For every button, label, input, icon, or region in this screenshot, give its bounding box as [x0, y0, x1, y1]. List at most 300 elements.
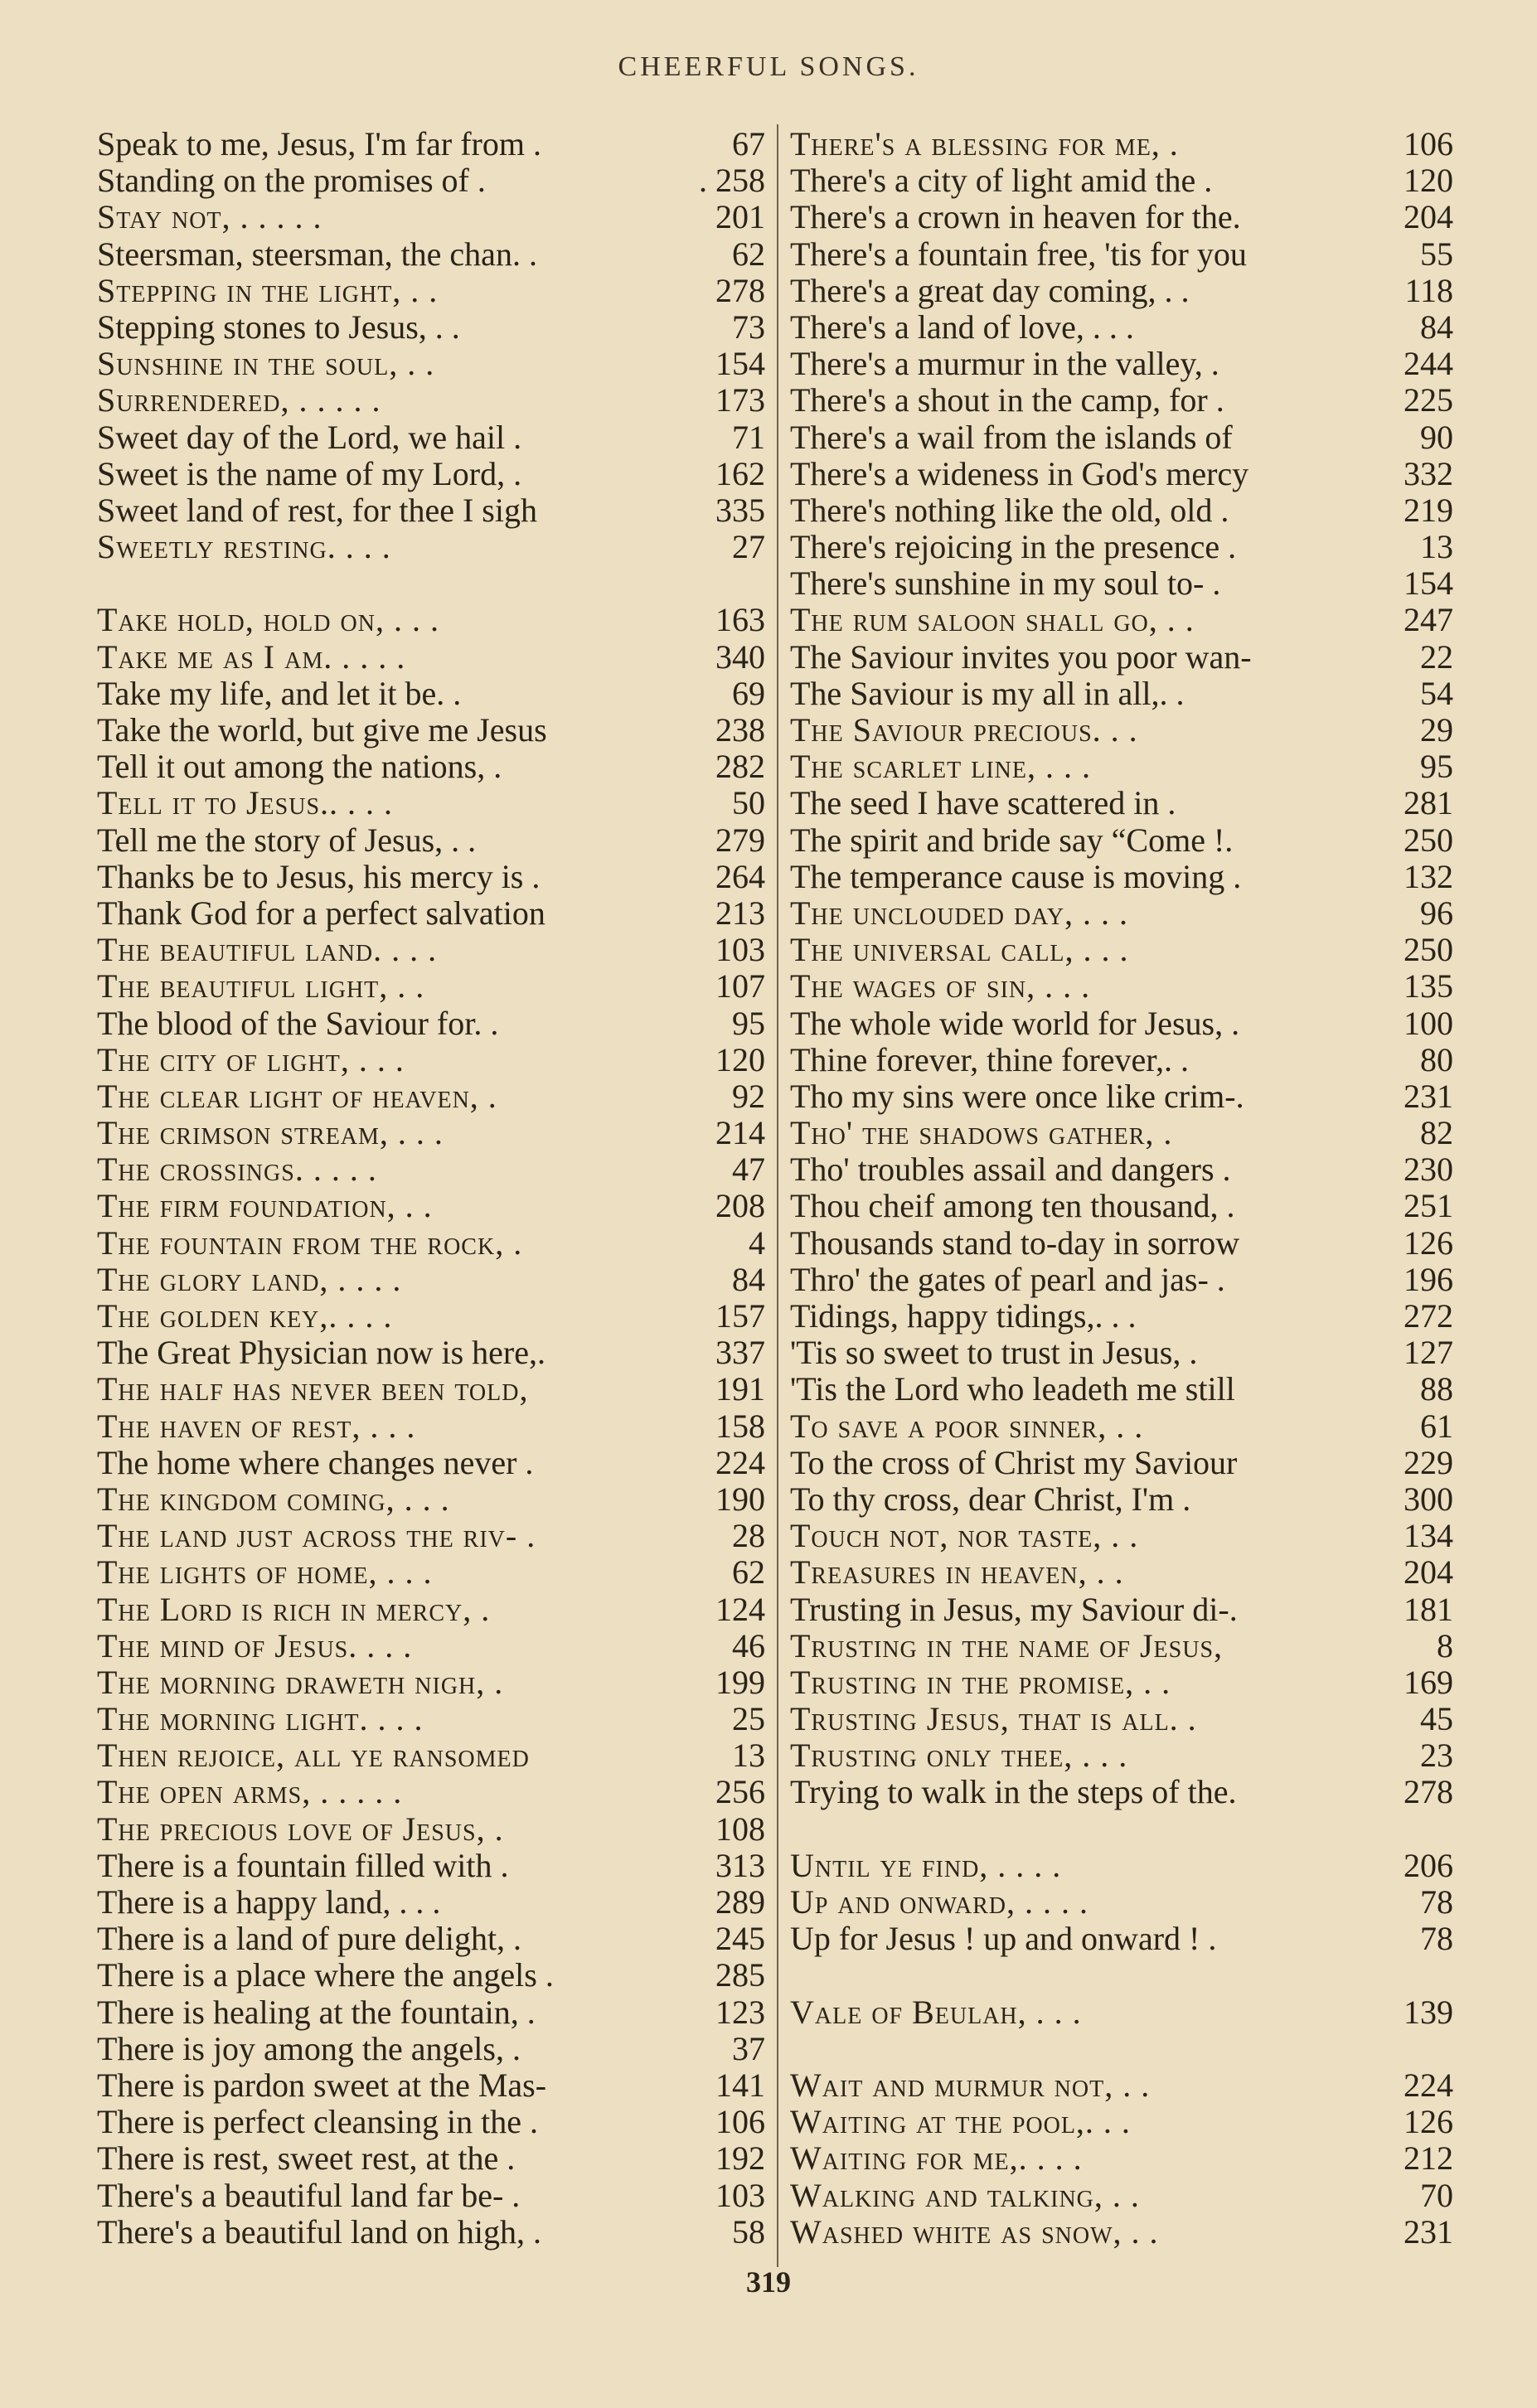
entry-title: Up for Jesus ! up and onward ! .: [790, 1921, 1217, 1958]
index-entry: [97, 749, 765, 785]
entry-title: Washed white as snow, . .: [790, 2213, 1159, 2251]
entry-page-number: 190: [715, 1480, 765, 1518]
entry-page-number: 126: [1404, 2103, 1453, 2141]
entry-title: There's a beautiful land on high, .: [97, 2213, 541, 2251]
entry-page-number: 219: [1404, 491, 1453, 529]
entry-title: Until ye find, . . . .: [790, 1847, 1062, 1884]
entry-title: There's a fountain free, 'tis for you: [790, 235, 1247, 273]
entry-page-number: 13: [732, 1737, 765, 1775]
entry-title: The precious love of Jesus, .: [97, 1810, 504, 1848]
section-gap: [97, 565, 765, 602]
entry-title: Sweet is the name of my Lord, .: [97, 455, 522, 492]
index-entry: [790, 712, 1453, 749]
entry-page-number: 181: [1404, 1590, 1453, 1628]
entry-page-number: 78: [1420, 1920, 1453, 1958]
entry-title: There's a city of light amid the .: [790, 162, 1213, 200]
entry-title: Take the world, but give me Jesus: [97, 712, 547, 749]
entry-page-number: 80: [1420, 1040, 1453, 1078]
entry-title: Sweet land of rest, for thee I sigh: [97, 492, 537, 529]
entry-page-number: 118: [1404, 271, 1453, 309]
index-entry: [790, 1481, 1453, 1518]
entry-page-number: 69: [732, 674, 765, 712]
entry-title: Sweetly resting. . . .: [97, 529, 391, 566]
index-entry: [97, 419, 765, 456]
index-entry: [97, 968, 765, 1005]
column-divider: [777, 124, 778, 2267]
page-number: 319: [746, 2265, 791, 2299]
entry-title: Up and onward, . . . .: [790, 1884, 1089, 1921]
index-entry: [790, 346, 1453, 382]
index-entry: [790, 1371, 1453, 1407]
entry-title: Vale of Beulah, . . .: [790, 1994, 1082, 2031]
entry-page-number: 67: [732, 125, 765, 162]
entry-page-number: 337: [715, 1334, 765, 1372]
index-entry: [97, 236, 765, 273]
entry-page-number: 199: [715, 1663, 765, 1701]
index-entry: [790, 1664, 1453, 1701]
entry-title: Walking and talking, . .: [790, 2177, 1140, 2214]
entry-page-number: 282: [715, 748, 765, 786]
section-gap: [790, 1957, 1453, 1994]
entry-title: Thank God for a perfect salvation: [97, 894, 545, 932]
entry-title: Take my life, and let it be. .: [97, 675, 462, 712]
entry-page-number: 127: [1404, 1334, 1453, 1372]
index-entry: [97, 1188, 765, 1224]
index-entry: [790, 419, 1453, 456]
entry-page-number: 92: [732, 1077, 765, 1115]
entry-page-number: 238: [715, 711, 765, 749]
index-entry: [790, 1151, 1453, 1188]
entry-title: Then rejoice, all ye ransomed: [97, 1737, 530, 1775]
index-entry: [790, 1884, 1453, 1921]
entry-title: Trusting in Jesus, my Saviour di-.: [790, 1591, 1238, 1628]
entry-title: There is a place where the angels .: [97, 1957, 554, 1994]
entry-title: Trusting only thee, . . .: [790, 1737, 1128, 1775]
index-entry: [97, 1005, 765, 1042]
entry-title: There's a great day coming, . .: [790, 272, 1190, 309]
index-entry: [97, 529, 765, 565]
entry-page-number: 27: [732, 528, 765, 566]
entry-title: Wait and murmur not, . .: [790, 2066, 1151, 2104]
entry-page-number: 124: [715, 1590, 765, 1628]
entry-title: The haven of rest, . . .: [97, 1407, 416, 1445]
index-entry: [97, 492, 765, 529]
index-entry: [97, 1371, 765, 1407]
index-entry: [790, 529, 1453, 565]
entry-title: The kingdom coming, . . .: [97, 1480, 450, 1518]
index-entry: [97, 1848, 765, 1884]
entry-title: There's a wideness in God's mercy: [790, 455, 1249, 492]
entry-page-number: 278: [715, 271, 765, 309]
entry-title: The crimson stream, . . .: [97, 1115, 444, 1152]
entry-title: Waiting for me,. . . .: [790, 2140, 1083, 2178]
entry-page-number: 71: [732, 418, 765, 456]
entry-title: The lights of home, . . .: [97, 1554, 433, 1592]
index-entry: [97, 2067, 765, 2104]
entry-page-number: 163: [715, 601, 765, 639]
index-entry: [790, 456, 1453, 492]
index-entry: [97, 1884, 765, 1921]
entry-title: The mind of Jesus. . . .: [97, 1627, 413, 1664]
index-entry: [97, 785, 765, 821]
index-entry: [790, 602, 1453, 638]
index-entry: [97, 1737, 765, 1774]
entry-title: Sunshine in the soul, . .: [97, 346, 435, 383]
entry-page-number: 28: [732, 1517, 765, 1555]
entry-page-number: 192: [715, 2139, 765, 2178]
entry-page-number: 213: [715, 894, 765, 932]
index-entry: [97, 712, 765, 749]
entry-title: The city of light, . . .: [97, 1041, 405, 1078]
entry-page-number: 88: [1420, 1370, 1453, 1408]
index-entry: [97, 2214, 765, 2251]
entry-page-number: 204: [1404, 1553, 1453, 1592]
entry-page-number: 214: [715, 1114, 765, 1152]
entry-title: Trusting in the promise, . .: [790, 1664, 1171, 1701]
index-entry: [97, 2178, 765, 2214]
entry-page-number: 103: [715, 931, 765, 969]
entry-page-number: 230: [1404, 1151, 1453, 1189]
entry-title: Tho' the shadows gather, .: [790, 1115, 1173, 1152]
entry-title: The crossings. . . . .: [97, 1151, 377, 1189]
entry-page-number: 62: [732, 235, 765, 273]
entry-page-number: 62: [732, 1553, 765, 1592]
index-entry: [97, 309, 765, 346]
index-entry: [790, 859, 1453, 895]
entry-title: Take me as I am. . . . .: [97, 638, 406, 676]
entry-title: There is perfect cleansing in the .: [97, 2104, 538, 2141]
entry-title: The whole wide world for Jesus, .: [790, 1005, 1240, 1042]
index-entry: [97, 346, 765, 382]
index-entry: [97, 2104, 765, 2140]
index-entry: [790, 2104, 1453, 2140]
entry-title: To the cross of Christ my Saviour: [790, 1444, 1238, 1481]
index-entry: [97, 639, 765, 676]
entry-title: There's a blessing for me, .: [790, 126, 1179, 162]
entry-page-number: 278: [1404, 1773, 1453, 1811]
index-entry: [790, 1701, 1453, 1737]
entry-page-number: 45: [1420, 1700, 1453, 1738]
entry-title: The universal call, . . .: [790, 932, 1129, 969]
entry-title: There's sunshine in my soul to- .: [790, 565, 1221, 603]
entry-title: Sweet day of the Lord, we hail .: [97, 419, 522, 456]
entry-title: Steersman, steersman, the chan. .: [97, 235, 537, 273]
entry-title: The clear light of heaven, .: [97, 1078, 497, 1115]
entry-title: Waiting at the pool,. . .: [790, 2104, 1131, 2141]
entry-page-number: 139: [1404, 1993, 1453, 2031]
entry-page-number: 231: [1404, 1077, 1453, 1115]
index-entry: [97, 1628, 765, 1664]
entry-page-number: 29: [1420, 711, 1453, 749]
running-header: CHEERFUL SONGS.: [618, 51, 919, 82]
entry-title: Tell me the story of Jesus, . .: [97, 821, 477, 859]
index-entry: [97, 1957, 765, 1994]
index-entry: [790, 932, 1453, 968]
entry-title: There's a shout in the camp, for .: [790, 382, 1224, 419]
index-entry: [97, 1592, 765, 1628]
entry-page-number: 134: [1404, 1517, 1453, 1555]
entry-page-number: 95: [732, 1004, 765, 1042]
index-entry: [790, 749, 1453, 785]
index-column-right: [790, 126, 1453, 2251]
index-entry: [97, 1554, 765, 1591]
index-entry: [97, 2140, 765, 2177]
index-entry: [790, 968, 1453, 1005]
entry-page-number: 123: [715, 1993, 765, 2031]
entry-page-number: 196: [1404, 1260, 1453, 1298]
entry-title: There's rejoicing in the presence .: [790, 529, 1237, 566]
entry-title: Thou cheif among ten thousand, .: [790, 1188, 1235, 1225]
index-entry: [97, 1774, 765, 1810]
entry-title: Thro' the gates of pearl and jas- .: [790, 1261, 1225, 1298]
entry-page-number: 23: [1420, 1737, 1453, 1775]
entry-page-number: 206: [1404, 1846, 1453, 1884]
entry-page-number: 13: [1420, 528, 1453, 566]
index-entry: [97, 1078, 765, 1115]
index-entry: [97, 932, 765, 968]
entry-page-number: 191: [715, 1370, 765, 1408]
index-entry: [790, 1408, 1453, 1445]
entry-page-number: 61: [1420, 1407, 1453, 1445]
index-entry: [790, 126, 1453, 162]
entry-page-number: 247: [1404, 601, 1453, 639]
entry-page-number: 107: [715, 967, 765, 1005]
entry-title: There is rest, sweet rest, at the .: [97, 2140, 516, 2178]
entry-page-number: 212: [1404, 2139, 1453, 2178]
index-entry: [97, 456, 765, 492]
entry-page-number: 106: [715, 2103, 765, 2141]
entry-page-number: 55: [1420, 235, 1453, 273]
index-entry: [790, 1554, 1453, 1591]
entry-title: The Saviour invites you poor wan-: [790, 638, 1252, 676]
entry-page-number: 96: [1420, 894, 1453, 932]
entry-page-number: 332: [1404, 454, 1453, 492]
index-entry: [790, 2178, 1453, 2214]
entry-title: There is joy among the angels, .: [97, 2030, 521, 2067]
entry-title: The Lord is rich in mercy, .: [97, 1591, 491, 1628]
entry-page-number: 120: [1404, 162, 1453, 200]
entry-title: Trusting in the name of Jesus,: [790, 1627, 1224, 1664]
section-gap: [790, 1811, 1453, 1848]
index-entry: [97, 676, 765, 712]
index-entry: [97, 1445, 765, 1481]
entry-title: The home where changes never .: [97, 1444, 534, 1481]
entry-title: Stepping stones to Jesus, . .: [97, 308, 460, 346]
entry-title: There's a murmur in the valley, .: [790, 346, 1219, 383]
index-entry: [790, 1042, 1453, 1078]
entry-page-number: 173: [715, 381, 765, 419]
entry-page-number: 162: [715, 454, 765, 492]
entry-page-number: 8: [1437, 1626, 1453, 1664]
entry-title: There is a land of pure delight, .: [97, 1921, 522, 1958]
entry-title: The seed I have scattered in .: [790, 785, 1176, 822]
entry-title: The open arms, . . . . .: [97, 1774, 403, 1811]
entry-title: The spirit and bride say “Come !.: [790, 821, 1234, 859]
entry-title: Touch not, nor taste, . .: [790, 1518, 1139, 1555]
entry-page-number: . 258: [699, 162, 765, 200]
entry-page-number: 84: [1420, 308, 1453, 346]
entry-title: There is healing at the fountain, .: [97, 1994, 536, 2031]
index-entry: [97, 1811, 765, 1848]
entry-title: To save a poor sinner, . .: [790, 1407, 1144, 1445]
index-entry: [97, 1298, 765, 1335]
entry-page-number: 256: [715, 1773, 765, 1811]
entry-page-number: 78: [1420, 1883, 1453, 1921]
entry-page-number: 281: [1404, 784, 1453, 822]
index-entry: [97, 382, 765, 419]
index-entry: [790, 1592, 1453, 1628]
index-entry: [790, 1298, 1453, 1335]
entry-page-number: 201: [715, 198, 765, 236]
index-entry: [790, 273, 1453, 309]
index-entry: [790, 1518, 1453, 1554]
index-entry: [790, 1005, 1453, 1042]
entry-title: The beautiful land. . . .: [97, 932, 438, 969]
index-entry: [790, 1078, 1453, 1115]
entry-page-number: 4: [749, 1223, 765, 1262]
index-entry: [97, 1921, 765, 1957]
entry-page-number: 300: [1404, 1480, 1453, 1518]
entry-title: Thine forever, thine forever,. .: [790, 1041, 1190, 1078]
index-entry: [790, 2214, 1453, 2251]
entry-title: Take hold, hold on, . . .: [97, 602, 439, 639]
index-entry: [790, 895, 1453, 932]
entry-page-number: 158: [715, 1407, 765, 1445]
index-entry: [97, 1042, 765, 1078]
index-entry: [790, 309, 1453, 346]
entry-page-number: 132: [1404, 857, 1453, 895]
entry-page-number: 141: [715, 2066, 765, 2104]
entry-title: There is a happy land, . . .: [97, 1884, 441, 1921]
entry-title: There is a fountain filled with .: [97, 1847, 509, 1884]
entry-page-number: 46: [732, 1626, 765, 1664]
entry-title: The wages of sin, . . .: [790, 968, 1091, 1005]
index-entry: [97, 1994, 765, 2031]
entry-page-number: 250: [1404, 821, 1453, 859]
entry-title: Thousands stand to-day in sorrow: [790, 1224, 1240, 1262]
index-entry: [97, 1225, 765, 1262]
index-entry: [790, 1188, 1453, 1224]
entry-page-number: 251: [1404, 1187, 1453, 1225]
entry-page-number: 100: [1404, 1004, 1453, 1042]
entry-page-number: 279: [715, 821, 765, 859]
index-entry: [790, 1335, 1453, 1371]
entry-page-number: 244: [1404, 345, 1453, 383]
entry-title: Tell it out among the nations, .: [97, 749, 502, 786]
entry-title: There's a crown in heaven for the.: [790, 199, 1241, 236]
entry-page-number: 95: [1420, 748, 1453, 786]
entry-page-number: 335: [715, 491, 765, 529]
index-entry: [97, 1518, 765, 1554]
entry-page-number: 106: [1404, 125, 1453, 162]
index-entry: [97, 1481, 765, 1518]
entry-title: The morning light. . . .: [97, 1701, 424, 1738]
entry-page-number: 264: [715, 857, 765, 895]
index-entry: [97, 1151, 765, 1188]
entry-title: The rum saloon shall go, . .: [790, 602, 1195, 639]
entry-page-number: 22: [1420, 637, 1453, 676]
entry-title: The land just across the riv- .: [97, 1518, 536, 1555]
index-entry: [790, 639, 1453, 676]
index-entry: [790, 785, 1453, 821]
index-entry: [790, 1225, 1453, 1262]
index-entry: [790, 2140, 1453, 2177]
entry-page-number: 272: [1404, 1297, 1453, 1335]
index-entry: [790, 236, 1453, 273]
index-entry: [790, 1921, 1453, 1957]
entry-page-number: 285: [715, 1956, 765, 1994]
entry-page-number: 208: [715, 1187, 765, 1225]
index-entry: [97, 1701, 765, 1737]
index-entry: [790, 565, 1453, 602]
index-entry: [790, 1628, 1453, 1664]
entry-title: Speak to me, Jesus, I'm far from .: [97, 126, 541, 162]
entry-page-number: 313: [715, 1846, 765, 1884]
entry-page-number: 103: [715, 2176, 765, 2214]
entry-page-number: 340: [715, 637, 765, 676]
entry-title: Thanks be to Jesus, his mercy is .: [97, 858, 541, 895]
index-entry: [97, 199, 765, 235]
entry-title: Standing on the promises of .: [97, 162, 486, 200]
entry-title: To thy cross, dear Christ, I'm .: [790, 1480, 1191, 1518]
index-entry: [97, 1115, 765, 1151]
entry-page-number: 54: [1420, 674, 1453, 712]
index-column-left: [97, 126, 765, 2251]
entry-title: There is pardon sweet at the Mas-: [97, 2066, 547, 2104]
index-entry: [97, 859, 765, 895]
entry-page-number: 289: [715, 1883, 765, 1921]
entry-title: The scarlet line, . . .: [790, 749, 1091, 786]
entry-title: Tho my sins were once like crim-.: [790, 1078, 1244, 1115]
entry-title: Tho' troubles assail and dangers .: [790, 1151, 1231, 1189]
index-entry: [97, 1335, 765, 1371]
index-entry: [97, 1408, 765, 1445]
index-entry: [97, 1664, 765, 1701]
entry-page-number: 70: [1420, 2176, 1453, 2214]
entry-page-number: 204: [1404, 198, 1453, 236]
index-entry: [790, 2067, 1453, 2104]
entry-page-number: 58: [732, 2212, 765, 2251]
entry-title: Trying to walk in the steps of the.: [790, 1774, 1237, 1811]
index-entry: [790, 1262, 1453, 1298]
section-gap: [790, 2031, 1453, 2067]
index-entry: [790, 1115, 1453, 1151]
index-entry: [97, 2031, 765, 2067]
entry-page-number: 169: [1404, 1663, 1453, 1701]
index-entry: [97, 602, 765, 638]
entry-title: The Saviour is my all in all,. .: [790, 675, 1185, 712]
entry-page-number: 231: [1404, 2212, 1453, 2251]
entry-page-number: 47: [732, 1151, 765, 1189]
entry-page-number: 154: [715, 345, 765, 383]
entry-page-number: 73: [732, 308, 765, 346]
entry-page-number: 37: [732, 2029, 765, 2067]
entry-title: 'Tis the Lord who leadeth me still: [790, 1371, 1235, 1408]
index-entry: [790, 199, 1453, 235]
entry-title: Surrendered, . . . . .: [97, 382, 381, 419]
entry-title: Tell it to Jesus.. . . .: [97, 785, 394, 822]
entry-title: The temperance cause is moving .: [790, 858, 1242, 895]
entry-title: Treasures in heaven, . .: [790, 1554, 1124, 1592]
index-entry: [790, 492, 1453, 529]
index-entry: [97, 1262, 765, 1298]
entry-page-number: 225: [1404, 381, 1453, 419]
entry-page-number: 154: [1404, 564, 1453, 603]
entry-page-number: 135: [1404, 967, 1453, 1005]
index-entry: [97, 126, 765, 162]
index-entry: [97, 895, 765, 932]
entry-title: There's a land of love, . . .: [790, 308, 1134, 346]
